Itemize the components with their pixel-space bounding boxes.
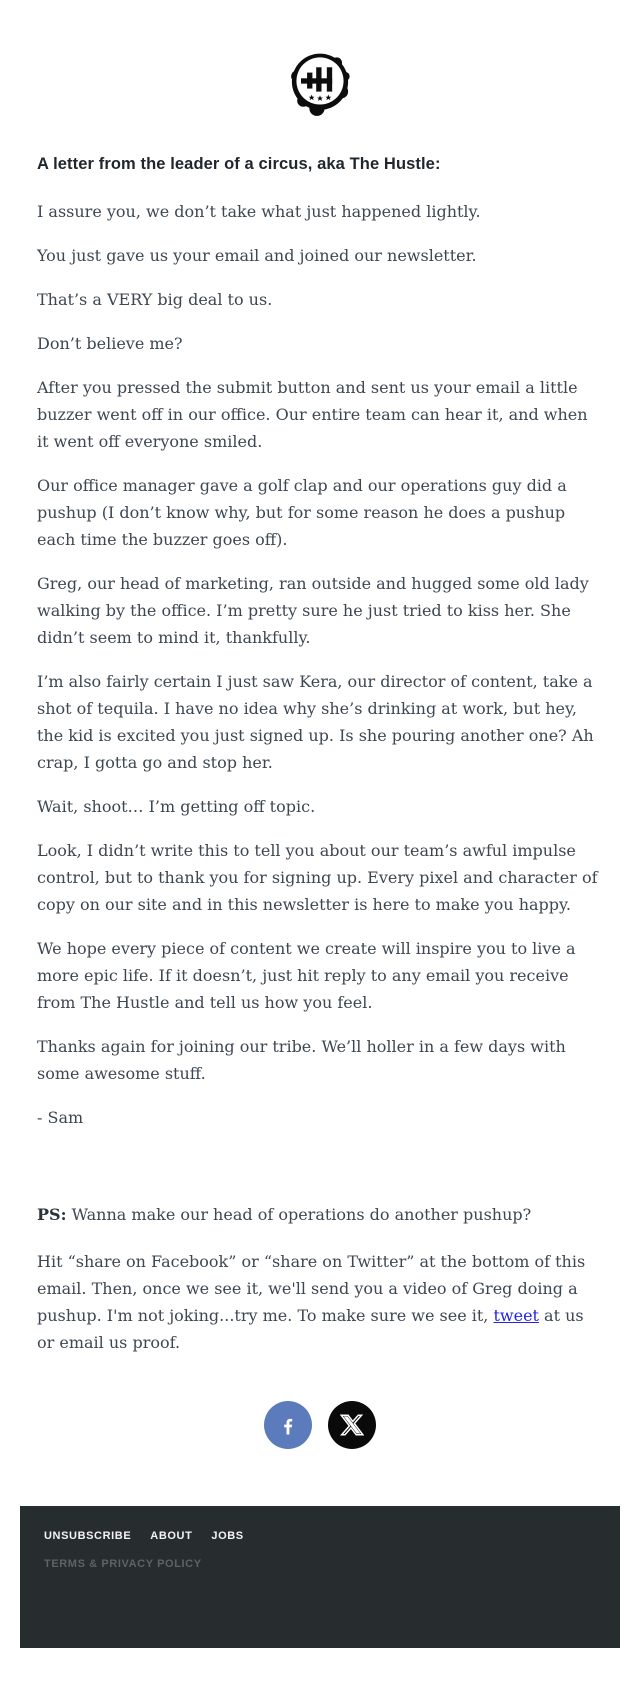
email-footer (20, 1506, 620, 1648)
hustle-logo-link[interactable] (281, 46, 359, 122)
share-facebook-button[interactable] (264, 1401, 312, 1449)
ps-paragraph (37, 1201, 603, 1228)
logo-container (0, 0, 640, 126)
share-text-after: at us or email us proof. (37, 1306, 584, 1352)
body-paragraph: Thanks again for joining our tribe. We’ll holler in a few days with some awesome stuff. (37, 1037, 566, 1083)
terms-privacy-link[interactable]: TERMS & PRIVACY POLICY (44, 1558, 202, 1570)
email-body (20, 154, 620, 1356)
footer-links-row (44, 1530, 596, 1543)
tweet-link[interactable]: tweet (493, 1306, 539, 1325)
body-paragraph: I’m also fairly certain I just saw Kera, our director of content, take a shot of tequila. I have no idea why she’s drinking at work, but hey, the kid is excited you just signed up. Is she pouring another one? Ah crap, I gotta go and stop her. (37, 672, 594, 772)
body-paragraph: Our office manager gave a golf clap and our operations guy did a pushup (I don’t know why, but for some reason he does a pushup each time the buzzer goes off). (37, 476, 567, 549)
body-paragraph: Look, I didn’t write this to tell you about our team’s awful impulse control, but to thank you for signing up. Every pixel and character of copy on our site and in this newsletter is here to make you happy. (37, 841, 598, 914)
social-buttons-row (0, 1401, 640, 1449)
body-paragraph: Don’t believe me? (37, 334, 183, 353)
about-link[interactable]: ABOUT (150, 1530, 193, 1542)
bottom-spacer (0, 1648, 640, 1687)
body-paragraph: We hope every piece of content we create will inspire you to live a more epic life. If it doesn’t, just hit reply to any email you receive from The Hustle and tell us how you feel. (37, 939, 576, 1012)
signature: - Sam (37, 1108, 84, 1127)
footer-terms-row (44, 1554, 596, 1572)
jobs-link[interactable]: JOBS (211, 1530, 244, 1542)
unsubscribe-link[interactable]: UNSUBSCRIBE (44, 1530, 132, 1542)
body-paragraph: I assure you, we don’t take what just happened lightly. (37, 202, 481, 221)
x-twitter-icon (340, 1413, 364, 1437)
share-paragraph (37, 1248, 603, 1356)
body-paragraph: Greg, our head of marketing, ran outside and hugged some old lady walking by the office. I’m pretty sure he just tried to kiss her. She didn’t seem to mind it, thankfully. (37, 574, 589, 647)
hustle-seal-icon (281, 46, 359, 122)
share-x-twitter-button[interactable] (328, 1401, 376, 1449)
ps-label: PS: (37, 1205, 67, 1224)
share-text-before: Hit “share on Facebook” or “share on Twitter” at the bottom of this email. Then, once we see it, we'll send you a video of Greg doing a pushup. I'm not joking...try me. To make sure we see it, (37, 1252, 586, 1325)
body-paragraph: Wait, shoot… I’m getting off topic. (37, 797, 316, 816)
ps-text: Wanna make our head of operations do another pushup? (66, 1205, 532, 1224)
body-paragraph: You just gave us your email and joined our newsletter. (37, 246, 477, 265)
facebook-icon (276, 1413, 300, 1437)
body-paragraph: That’s a VERY big deal to us. (37, 290, 273, 309)
letter-heading: A letter from the leader of a circus, aka The Hustle: (37, 155, 441, 173)
body-paragraph: After you pressed the submit button and sent us your email a little buzzer went off in our office. Our entire team can hear it, and when it went off everyone smiled. (37, 378, 588, 451)
